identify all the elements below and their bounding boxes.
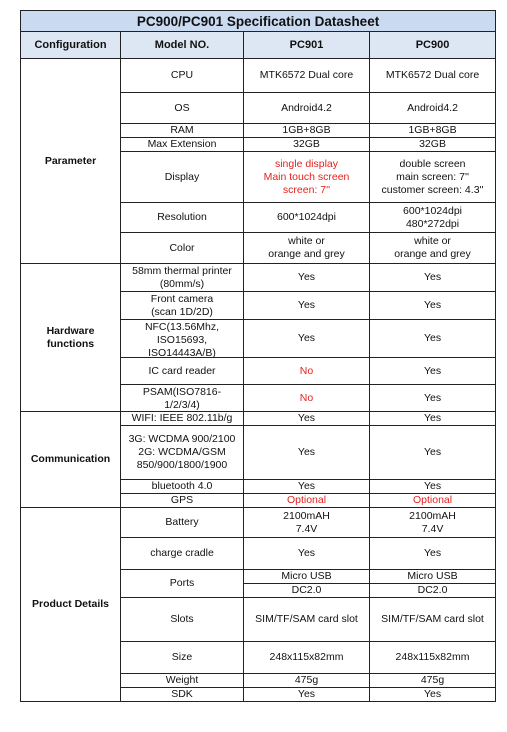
display-line: screen: 7'' <box>282 183 331 196</box>
row-label <box>121 320 244 358</box>
row-label: charge cradle <box>121 538 244 570</box>
row-label: RAM <box>121 124 244 138</box>
cell-pc900: 248x115x82mm <box>370 642 496 674</box>
resolution-line: 480*272dpi <box>405 217 460 230</box>
cell-pc900: Yes <box>370 264 496 292</box>
row-label: bluetooth 4.0 <box>121 480 244 494</box>
cell-pc901: Yes <box>244 538 370 570</box>
row-label: Size <box>121 642 244 674</box>
battery-line: 2100mAH <box>283 509 330 522</box>
cell-pc900: Yes <box>370 292 496 320</box>
cell-pc900 <box>370 203 496 233</box>
cell-pc901: Micro USB <box>244 570 370 584</box>
cell-pc900: Micro USB <box>370 570 496 584</box>
row-label: Slots <box>121 598 244 642</box>
label-line: ISO15693, <box>156 333 208 346</box>
battery-line: 7.4V <box>421 522 444 535</box>
label-line: PSAM(ISO7816- <box>142 385 222 398</box>
cell-pc901: 32GB <box>244 138 370 152</box>
label-line: 3G: WCDMA 900/2100 <box>128 433 236 445</box>
label-line: 58mm thermal printer <box>132 264 232 277</box>
header-configuration: Configuration <box>21 32 121 59</box>
row-label: SDK <box>121 688 244 702</box>
cell-pc901: Optional <box>244 494 370 508</box>
cell-pc901 <box>244 508 370 538</box>
section-communication: Communication <box>21 412 121 508</box>
cell-pc901: Yes <box>244 480 370 494</box>
cell-pc900 <box>370 152 496 203</box>
header-pc900: PC900 <box>370 32 496 59</box>
row-label: Display <box>121 152 244 203</box>
display-line: main screen: 7'' <box>396 170 469 183</box>
cell-pc900: SIM/TF/SAM card slot <box>370 598 496 642</box>
row-label <box>121 292 244 320</box>
section-hardware: Hardware functions <box>21 264 121 412</box>
cell-pc901: 600*1024dpi <box>244 203 370 233</box>
display-line: double screen <box>399 157 466 170</box>
cell-pc900: 32GB <box>370 138 496 152</box>
row-label: OS <box>121 93 244 124</box>
row-cpu <box>21 59 496 93</box>
display-line: single display <box>274 157 339 170</box>
color-line: white or <box>414 235 451 247</box>
cell-pc901 <box>244 152 370 203</box>
cell-pc901: Android4.2 <box>244 93 370 124</box>
battery-line: 7.4V <box>295 522 318 535</box>
row-label: Resolution <box>121 203 244 233</box>
cell-pc901: SIM/TF/SAM card slot <box>244 598 370 642</box>
cell-pc900: Yes <box>370 426 496 480</box>
cell-pc901: 248x115x82mm <box>244 642 370 674</box>
cell-pc901: Yes <box>244 412 370 426</box>
row-label: IC card reader <box>121 358 244 385</box>
cell-pc900: Yes <box>370 480 496 494</box>
cell-pc900: Yes <box>370 412 496 426</box>
cell-pc900: 1GB+8GB <box>370 124 496 138</box>
cell-pc901: No <box>244 385 370 412</box>
label-line: 850/900/1800/1900 <box>136 459 228 471</box>
row-label <box>121 426 244 480</box>
row-wifi <box>21 412 496 426</box>
row-label: GPS <box>121 494 244 508</box>
cell-pc900 <box>370 508 496 538</box>
row-printer <box>21 264 496 292</box>
cell-pc901 <box>244 233 370 264</box>
display-line: customer screen: 4.3'' <box>381 183 484 196</box>
cell-pc901: 1GB+8GB <box>244 124 370 138</box>
cell-pc900: Yes <box>370 538 496 570</box>
row-label <box>121 385 244 412</box>
row-label: Battery <box>121 508 244 538</box>
cell-pc901: Yes <box>244 320 370 358</box>
cell-pc900: 475g <box>370 674 496 688</box>
cell-pc901: Yes <box>244 688 370 702</box>
header-model: Model NO. <box>121 32 244 59</box>
color-line: white or <box>288 235 325 247</box>
row-label: CPU <box>121 59 244 93</box>
cell-pc900 <box>370 233 496 264</box>
row-label: Color <box>121 233 244 264</box>
cell-pc901: Yes <box>244 264 370 292</box>
cell-pc900: Yes <box>370 358 496 385</box>
row-label: Ports <box>121 570 244 598</box>
label-line: ISO14443A/B) <box>148 346 216 357</box>
cell-pc900: Optional <box>370 494 496 508</box>
label-line: Front camera <box>150 292 214 305</box>
label-line: 1/2/3/4) <box>164 398 200 411</box>
header-pc901: PC901 <box>244 32 370 59</box>
header-row <box>21 32 496 59</box>
label-line: NFC(13.56Mhz, <box>144 320 220 333</box>
resolution-line: 600*1024dpi <box>403 204 463 217</box>
cell-pc900: MTK6572 Dual core <box>370 59 496 93</box>
row-battery <box>21 508 496 538</box>
cell-pc900: Yes <box>370 385 496 412</box>
sheet-title: PC900/PC901 Specification Datasheet <box>21 11 496 32</box>
cell-pc900: DC2.0 <box>370 584 496 598</box>
row-label: WIFI: IEEE 802.11b/g <box>121 412 244 426</box>
section-product-details: Product Details <box>21 508 121 702</box>
cell-pc901: DC2.0 <box>244 584 370 598</box>
cell-pc901: Yes <box>244 426 370 480</box>
cell-pc901: Yes <box>244 292 370 320</box>
cell-pc900: Android4.2 <box>370 93 496 124</box>
cell-pc901: No <box>244 358 370 385</box>
row-label: Max Extension <box>121 138 244 152</box>
label-line: 2G: WCDMA/GSM <box>138 446 226 458</box>
cell-pc900: Yes <box>370 320 496 358</box>
cell-pc901: 475g <box>244 674 370 688</box>
cell-pc900: Yes <box>370 688 496 702</box>
cell-pc901: MTK6572 Dual core <box>244 59 370 93</box>
battery-line: 2100mAH <box>409 509 456 522</box>
label-line: (80mm/s) <box>159 277 205 290</box>
label-line: (scan 1D/2D) <box>151 305 213 318</box>
row-label: Weight <box>121 674 244 688</box>
section-parameter: Parameter <box>21 59 121 264</box>
display-line: Main touch screen <box>263 170 350 183</box>
spec-table <box>20 10 496 702</box>
row-label <box>121 264 244 292</box>
color-line: orange and grey <box>268 248 345 260</box>
color-line: orange and grey <box>394 248 471 260</box>
